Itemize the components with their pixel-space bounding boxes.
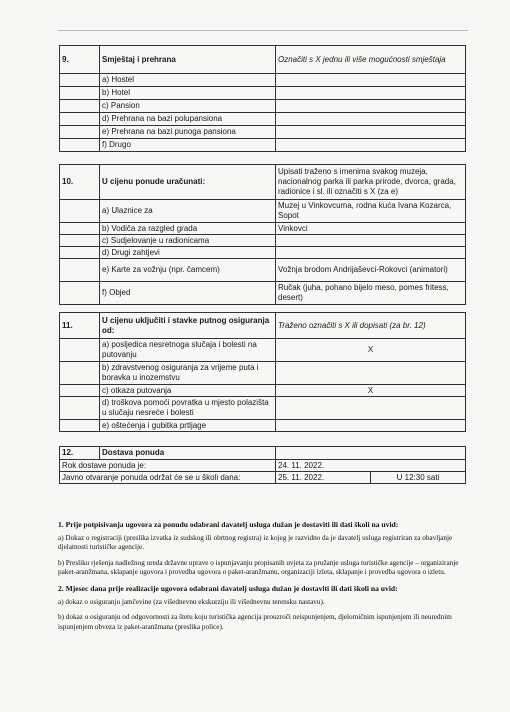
insurance-mark: X [276, 385, 466, 397]
option-mark [276, 87, 466, 100]
option-mark [276, 126, 466, 139]
insurance-label: c) otkaza putovanja [100, 385, 276, 397]
option-mark [276, 139, 466, 152]
item-value [276, 247, 466, 259]
deadline-value: 24. 11. 2022. [276, 460, 466, 472]
deadline-label: Rok dostave ponuda je: [60, 460, 276, 472]
option-full-board: e) Prehrana na bazi punoga pansiona [100, 126, 276, 139]
notes-paragraph: b) Presliku rješenja nadležnog ureda državne uprave o ispunjavanju propisanih uvjeta za pružanje usluga turističke agencije – organiziranje paket-aranžmana, sklapanje ugovora i provedba ugovora o paket-aranžmanu, organizaciji izleta, sklapanje i provedba ugovora o izletu. [58, 558, 459, 577]
notes-paragraph: b) dokaz o osiguranju od odgovornosti za štetu koju turistička agencija prouzroči neispunjenjem, djelomičnim ispunjenjem ili neurednim ispunjenjem obveza iz paket-aranžmana (preslika police). [58, 613, 452, 631]
insurance-mark [276, 420, 466, 432]
section-number: 11. [60, 313, 100, 339]
opening-time: U 12:30 sati [371, 472, 466, 484]
option-mark [276, 100, 466, 113]
item-label: d) Drugi zahtjevi [100, 247, 276, 259]
section-number: 10. [60, 165, 100, 200]
notes-paragraph: a) dokaz o osiguranju jamčevine (za višednevnu ekskurziju ili višednevnu terensku nastavu). [58, 597, 325, 606]
item-label: c) Sudjelovanje u radionicama [100, 235, 276, 247]
notes-paragraph: a) Dokaz o registraciji (preslika izvatka iz sudskog ili obrtnog registra) iz kojeg je razvidno da je davatelj usluga registriran za obavljanje djelatnosti turističke agencije. [58, 533, 453, 552]
option-mark [276, 113, 466, 126]
item-label: b) Vodiča za razgled grada [100, 223, 276, 235]
section-instruction: Upisati traženo s imenima svakog muzeja, nacionalnog parka ili parka prirode, dvorca, grada, radionice i sl. ili označiti s X (za e) [276, 165, 466, 200]
option-other: f) Drugo [100, 139, 276, 152]
insurance-label: b) zdravstvenog osiguranja za vrijeme puta i boravka u inozemstvu [100, 362, 276, 385]
opening-date: 25. 11. 2022. [276, 472, 371, 484]
section-number: 12. [60, 447, 100, 460]
top-rule [58, 30, 468, 31]
option-pansion: c) Pansion [100, 100, 276, 113]
opening-label: Javno otvaranje ponuda održat će se u školi dana: [60, 472, 276, 484]
insurance-mark: X [276, 339, 466, 362]
option-hotel: b) Hotel [100, 87, 276, 100]
option-mark [276, 74, 466, 87]
section-10-table [59, 164, 466, 305]
section-title: Dostava ponuda [100, 447, 276, 460]
insurance-label: d) troškova pomoći povratka u mjesto polazišta u slučaju nesreće i bolesti [100, 397, 276, 420]
item-label: e) Karte za vožnju (npr. čamcem) [100, 259, 276, 282]
item-value: Vinkovci [276, 223, 466, 235]
notes-heading-1: 1. Prije potpisivanja ugovora za ponudu odabrani davatelj usluga dužan je dostaviti ili dati školi na uvid: [58, 520, 399, 529]
item-value: Vožnja brodom Andrijaševci-Rokovci (animatori) [276, 259, 466, 282]
item-label: a) Ulaznice za [100, 200, 276, 223]
item-value: Ručak (juha, pohano bijelo meso, pomes fritess, desert) [276, 282, 466, 305]
section-instruction: Označiti s X jednu ili više mogućnosti smještaja [276, 46, 466, 74]
option-half-board: d) Prehrana na bazi polupansiona [100, 113, 276, 126]
section-12-table [59, 446, 466, 484]
section-instruction: Traženo označiti s X ili dopisati (za br. 12) [276, 313, 466, 339]
section-9-table [59, 45, 466, 152]
section-title: U cijenu ponude uračunati: [100, 165, 276, 200]
item-label: f) Objed [100, 282, 276, 305]
insurance-label: a) posljedica nesretnoga slučaja i bolesti na putovanju [100, 339, 276, 362]
section-title: Smještaj i prehrana [100, 46, 276, 74]
insurance-mark [276, 362, 466, 385]
section-number: 9. [60, 46, 100, 74]
section-title: U cijenu uključiti i stavke putnog osiguranja od: [100, 313, 276, 339]
insurance-label: e) oštećenja i gubitka prtljage [100, 420, 276, 432]
item-value [276, 235, 466, 247]
notes-heading-2: 2. Mjesec dana prije realizacije ugovora odabrani davatelj usluga dužan je dostaviti ili dati školi na uvid: [58, 583, 398, 593]
option-hostel: a) Hostel [100, 74, 276, 87]
item-value: Muzej u Vinkovcuma, rodna kuća Ivana Kozarca, Sopot [276, 200, 466, 223]
insurance-mark [276, 397, 466, 420]
requirements-notes [58, 520, 463, 638]
section-11-table [59, 312, 466, 432]
